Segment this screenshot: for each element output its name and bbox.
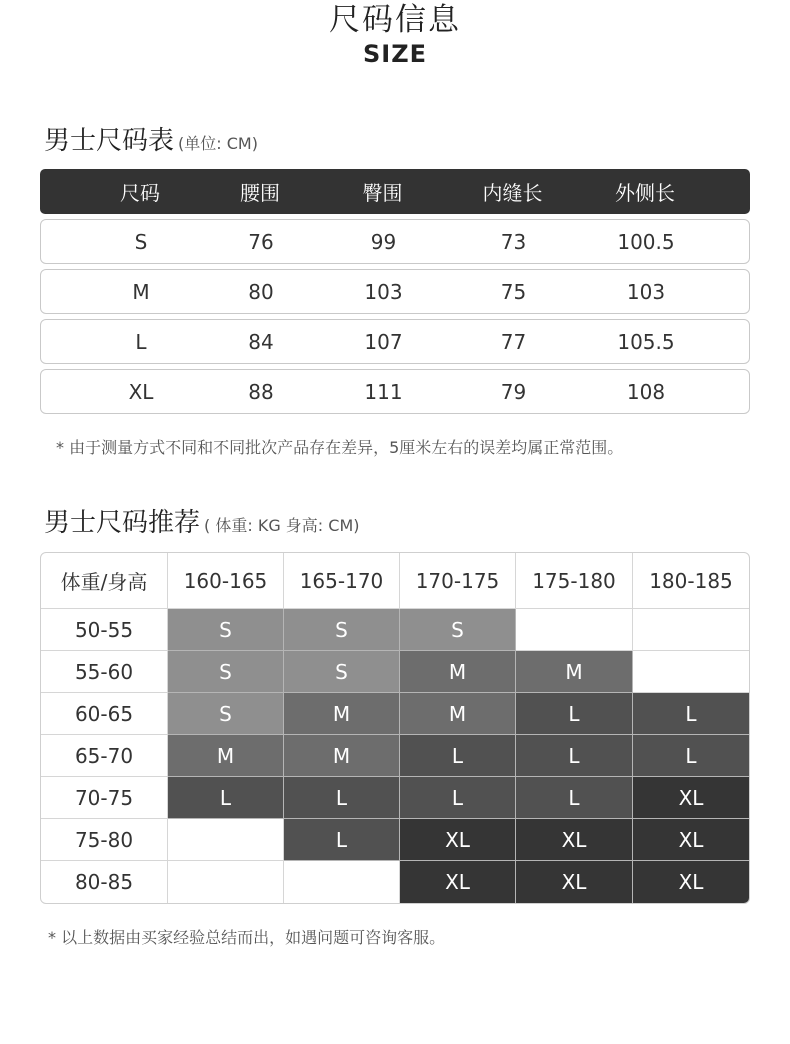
weight-header-cell: 75-80 xyxy=(41,819,168,861)
empty-grid-cell xyxy=(516,609,633,651)
size-recommendation-cell: XL xyxy=(633,819,749,861)
size-cell: 77 xyxy=(500,329,527,354)
size-recommendation-cell: L xyxy=(168,777,284,819)
size-recommendation-cell: XL xyxy=(400,819,516,861)
size-cell: S xyxy=(134,229,148,254)
recommendation-note: * 以上数据由买家经验总结而出，如遇问题可咨询客服。 xyxy=(48,928,446,947)
empty-grid-cell xyxy=(633,651,749,693)
size-cell: 73 xyxy=(500,229,527,254)
size-recommendation-cell: M xyxy=(284,693,400,735)
grid-corner-label: 体重/身高 xyxy=(41,553,168,609)
size-recommendation-cell: M xyxy=(400,651,516,693)
size-recommendation-cell: S xyxy=(400,609,516,651)
size-recommendation-cell: S xyxy=(284,609,400,651)
size-recommendation-cell: XL xyxy=(633,861,749,903)
size-recommendation-cell: XL xyxy=(400,861,516,903)
weight-header-cell: 60-65 xyxy=(41,693,168,735)
size-recommendation-cell: L xyxy=(284,819,400,861)
size-cell: 80 xyxy=(248,279,274,304)
size-header-cell: 臀围 xyxy=(362,181,403,205)
size-chart-row xyxy=(40,319,750,364)
recommendation-unit: ( 体重: KG 身高: CM) xyxy=(204,516,360,535)
empty-grid-cell xyxy=(633,609,749,651)
size-recommendation-cell: XL xyxy=(516,819,633,861)
size-recommendation-cell: S xyxy=(168,609,284,651)
size-recommendation-cell: L xyxy=(633,693,749,735)
size-recommendation-cell: M xyxy=(168,735,284,777)
weight-header-cell: 80-85 xyxy=(41,861,168,903)
size-cell: 103 xyxy=(364,279,403,304)
size-recommendation-cell: M xyxy=(284,735,400,777)
size-header-cell: 尺码 xyxy=(120,181,160,205)
recommendation-grid xyxy=(40,552,750,904)
weight-header-cell: 70-75 xyxy=(41,777,168,819)
size-cell: 103 xyxy=(626,279,666,304)
size-header-cell: 外侧长 xyxy=(615,181,675,205)
size-chart-row xyxy=(40,369,750,414)
size-cell: 107 xyxy=(364,329,403,354)
empty-grid-cell xyxy=(168,861,284,903)
size-chart-unit: (单位: CM) xyxy=(178,134,258,153)
size-header-cell: 腰围 xyxy=(240,181,280,205)
recommendation-heading xyxy=(44,502,360,539)
size-cell: 100.5 xyxy=(617,229,675,254)
size-header-cell: 内缝长 xyxy=(482,181,543,205)
size-recommendation-cell: S xyxy=(168,693,284,735)
size-chart-row xyxy=(40,269,750,314)
empty-grid-cell xyxy=(168,819,284,861)
size-cell: 105.5 xyxy=(617,329,675,354)
size-cell: 99 xyxy=(370,229,397,254)
size-cell: 88 xyxy=(248,379,274,404)
size-recommendation-cell: L xyxy=(400,735,516,777)
size-cell: M xyxy=(132,279,150,304)
size-recommendation-cell: L xyxy=(400,777,516,819)
size-recommendation-cell: M xyxy=(516,651,633,693)
size-recommendation-cell: XL xyxy=(633,777,749,819)
size-recommendation-cell: S xyxy=(284,651,400,693)
size-recommendation-cell: M xyxy=(400,693,516,735)
size-cell: 108 xyxy=(626,379,666,404)
height-header-cell: 180-185 xyxy=(633,553,749,609)
weight-header-cell: 50-55 xyxy=(41,609,168,651)
height-header-cell: 160-165 xyxy=(168,553,284,609)
height-header-cell: 165-170 xyxy=(284,553,400,609)
weight-header-cell: 65-70 xyxy=(41,735,168,777)
page-title: 尺码信息 xyxy=(329,2,461,38)
height-header-cell: 170-175 xyxy=(400,553,516,609)
size-chart-note: * 由于测量方式不同和不同批次产品存在差异，5厘米左右的误差均属正常范围。 xyxy=(56,438,624,457)
empty-grid-cell xyxy=(284,861,400,903)
size-chart-header xyxy=(40,169,750,214)
size-recommendation-cell: L xyxy=(516,693,633,735)
size-cell: 111 xyxy=(364,379,403,404)
size-cell: 76 xyxy=(248,229,274,254)
size-recommendation-cell: L xyxy=(516,777,633,819)
weight-header-cell: 55-60 xyxy=(41,651,168,693)
recommendation-title: 男士尺码推荐 xyxy=(44,508,201,538)
size-recommendation-cell: L xyxy=(516,735,633,777)
size-chart-row xyxy=(40,219,750,264)
height-header-cell: 175-180 xyxy=(516,553,633,609)
size-cell: 84 xyxy=(248,329,274,354)
size-cell: 75 xyxy=(500,279,527,304)
size-recommendation-cell: L xyxy=(633,735,749,777)
size-chart-heading xyxy=(44,120,258,157)
size-cell: 79 xyxy=(500,379,527,404)
size-recommendation-cell: S xyxy=(168,651,284,693)
size-cell: L xyxy=(135,329,147,354)
size-cell: XL xyxy=(128,379,154,404)
page-subtitle: SIZE xyxy=(362,40,427,68)
size-chart-title: 男士尺码表 xyxy=(44,126,175,156)
size-recommendation-cell: XL xyxy=(516,861,633,903)
size-recommendation-cell: L xyxy=(284,777,400,819)
